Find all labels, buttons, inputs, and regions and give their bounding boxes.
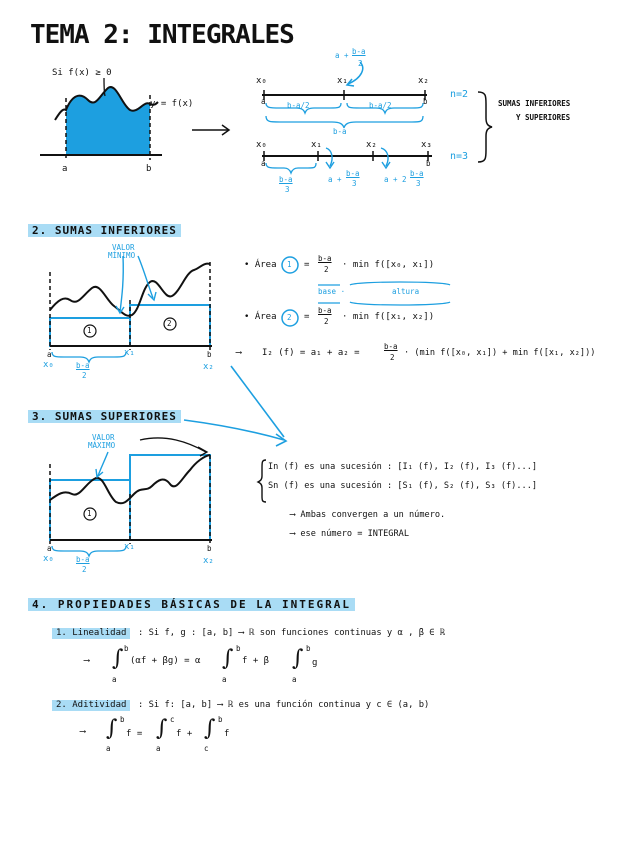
inferiores-a: a: [47, 350, 52, 359]
integral-sign-3: ∫: [292, 646, 304, 671]
n2-label: n=2: [450, 89, 469, 100]
sucesion-arrowhead: [276, 434, 286, 446]
aditividad-arrow: ⟶: [80, 727, 86, 737]
inferiores-x0: x₀: [43, 360, 54, 370]
inferiores-to-sucesion-arrow: [231, 366, 284, 437]
area2-eq: =: [304, 312, 310, 322]
result-frac-den: 2: [390, 353, 395, 362]
lim-1-b: b: [124, 644, 129, 653]
superiores-valor-2: MÁXIMO: [88, 441, 116, 450]
n3-x0: x₀: [256, 140, 267, 150]
intro-pointer-arrow: [104, 78, 105, 96]
area1-frac-den: 2: [324, 265, 329, 274]
n3-a: a: [261, 159, 266, 168]
n2-half-1: b-a/2: [287, 101, 310, 110]
sucesion-bracket: [258, 460, 266, 502]
n3-b: b: [426, 159, 431, 168]
lim-1-a: a: [112, 675, 117, 684]
n2-top-pre: a +: [335, 51, 349, 60]
lim-3-a: a: [292, 675, 297, 684]
result-arrow: ⟶: [236, 348, 242, 358]
area2-rest: · min f([x₁, x₂]): [342, 312, 435, 322]
n3-p1-num: b-a: [346, 169, 360, 178]
inferiores-frac-num: b-a: [76, 361, 90, 370]
inferiores-heading: 2. SUMAS INFERIORES: [28, 224, 181, 237]
lim-2-b: b: [236, 644, 241, 653]
n2-top-den: 2: [358, 59, 363, 68]
n3-frac-num: b-a: [279, 175, 293, 184]
linealidad-title: 1. Linealidad: [52, 628, 130, 639]
aditividad-text: : Si f: [a, b] ⟶ ℝ es una función continua y c ∈ (a, b): [138, 700, 430, 710]
sucesion-line-2: Sn (f) es una sucesión : [S₁ (f), S₂ (f), S₃ (f)...]: [268, 481, 538, 491]
area2-frac-den: 2: [324, 317, 329, 326]
area1-pre: • Área: [244, 260, 277, 270]
intro-axis-a: a: [62, 164, 68, 174]
altura-overline: [350, 282, 450, 285]
converge-line: ⟶ Ambas convergen a un número.: [290, 510, 446, 520]
n3-brace: [266, 163, 316, 173]
superiores-graph: [50, 420, 286, 556]
lim-4-a: a: [106, 744, 111, 753]
n2-a: a: [261, 97, 266, 106]
n3-frac-den: 3: [285, 185, 290, 194]
base-label: base ·: [318, 287, 346, 296]
inferiores-frac-den: 2: [82, 371, 87, 380]
intro-condition: Si f(x) ≥ 0: [52, 68, 112, 78]
sumas-brace: [478, 92, 492, 162]
n3-p2-pre: a + 2: [384, 175, 407, 184]
sucesion-line-1: In (f) es una sucesión : [I₁ (f), I₂ (f), I₃ (f)...]: [268, 462, 538, 472]
lim-5-c: c: [170, 715, 175, 724]
superiores-to-sucesion-arrow: [184, 420, 284, 440]
linealidad-formula-d: g: [312, 658, 318, 668]
superiores-rect1-label: 1: [87, 509, 92, 518]
integral-sign-6: ∫: [204, 716, 216, 741]
inferiores-valor-arrow-2: [138, 256, 153, 298]
superiores-x2: x₂: [203, 556, 214, 566]
result-frac-num: b-a: [384, 342, 398, 351]
superiores-x0: x₀: [43, 554, 54, 564]
n3-p2-num: b-a: [410, 169, 424, 178]
superiores-valor-1: VALOR: [92, 433, 115, 442]
n2-b: b: [423, 97, 428, 106]
intro-curve-label: y = f(x): [150, 99, 194, 109]
n2-x0: x₀: [256, 76, 267, 86]
brace-label-2: Y SUPERIORES: [516, 113, 571, 122]
area2-frac-num: b-a: [318, 306, 332, 315]
intro-graph: [40, 78, 229, 160]
area1-num: 1: [287, 260, 292, 269]
superiores-heading: 3. SUMAS SUPERIORES: [28, 410, 181, 423]
inferiores-x1: x₁: [124, 348, 135, 358]
superiores-a: a: [47, 544, 52, 553]
altura-underline-2: [350, 302, 450, 305]
brace-label-1: SUMAS INFERIORES: [498, 99, 571, 108]
result-lhs: I₂ (f) = a₁ + a₂ =: [262, 348, 360, 358]
n3-label: n=3: [450, 151, 469, 162]
n2-total: b-a: [333, 127, 347, 136]
inferiores-rect2-label: 2: [167, 319, 172, 328]
integral-sign-4: ∫: [106, 716, 118, 741]
superiores-valor-arrow-2: [140, 438, 206, 452]
inferiores-valor-arrow-1: [120, 256, 123, 312]
lim-2-a: a: [222, 675, 227, 684]
lim-5-a: a: [156, 744, 161, 753]
inferiores-rect1-label: 1: [87, 326, 92, 335]
inferiores-x2: x₂: [203, 362, 214, 372]
intro-area-fill: [66, 87, 150, 155]
superiores-frac-den: 2: [82, 565, 87, 574]
altura-label: altura: [392, 287, 420, 296]
intro-axis-b: b: [146, 164, 152, 174]
aditividad-title: 2. Aditividad: [52, 700, 130, 711]
aditividad-formula-b: f =: [126, 729, 143, 739]
area2-pre: • Área: [244, 312, 277, 322]
page-title: TEMA 2: INTEGRALES: [30, 20, 294, 50]
n2-x2: x₂: [418, 76, 429, 86]
inferiores-valor-2: MÍNIMO: [108, 251, 136, 260]
integral-sign-5: ∫: [156, 716, 168, 741]
n2-top-num: b-a: [352, 47, 366, 56]
n3-p1-pre: a +: [328, 175, 342, 184]
propiedades-heading: 4. PROPIEDADES BÁSICAS DE LA INTEGRAL: [28, 598, 355, 611]
superiores-rect-2: [130, 455, 210, 540]
superiores-frac-num: b-a: [76, 555, 90, 564]
result-rest: · (min f([x₀, x₁]) + min f([x₁, x₂])): [404, 348, 596, 358]
area2-num: 2: [287, 313, 292, 322]
n2-diagram: [262, 59, 427, 128]
superiores-b: b: [207, 544, 212, 553]
lim-4-b: b: [120, 715, 125, 724]
integral-line: ⟶ ese número = INTEGRAL: [290, 529, 409, 539]
n2-half-2: b-a/2: [369, 101, 392, 110]
lim-3-b: b: [306, 644, 311, 653]
area1-frac-num: b-a: [318, 254, 332, 263]
aditividad-formula-c: f +: [176, 729, 193, 739]
n2-x1: x₁: [337, 76, 348, 86]
n3-x3: x₃: [421, 140, 432, 150]
inferiores-b: b: [207, 350, 212, 359]
aditividad-formula-d: f: [224, 729, 230, 739]
linealidad-text: : Si f, g : [a, b] ⟶ ℝ son funciones continuas y α , β ∈ ℝ: [138, 628, 446, 638]
linealidad-formula-c: f + β: [242, 656, 270, 666]
n3-x2: x₂: [366, 140, 377, 150]
linealidad-formula-b: (αf + βg) = α: [130, 656, 201, 666]
area1-rest: · min f([x₀, x₁]): [342, 260, 435, 270]
linealidad-arrow: ⟶: [84, 656, 90, 666]
n3-p1-den: 3: [352, 179, 357, 188]
integral-sign-2: ∫: [222, 646, 234, 671]
superiores-x1: x₁: [124, 542, 135, 552]
area1-eq: =: [304, 260, 310, 270]
n3-p2-den: 3: [416, 179, 421, 188]
lim-6-c: c: [204, 744, 209, 753]
integral-sign-1: ∫: [112, 646, 124, 671]
inferiores-valor-1: VALOR: [112, 243, 135, 252]
n3-x1: x₁: [311, 140, 322, 150]
lim-6-b: b: [218, 715, 223, 724]
